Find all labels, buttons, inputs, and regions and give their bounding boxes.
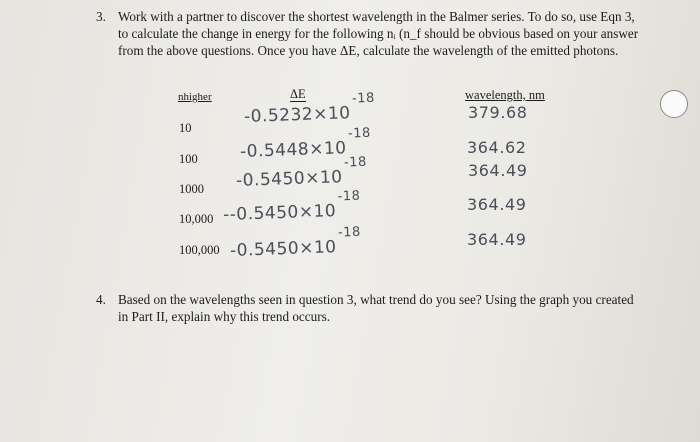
n-value-row-4: 10,000: [179, 212, 214, 226]
wavelength-row-1: 379.68: [468, 103, 528, 122]
n-header: nhigher: [178, 91, 212, 103]
wavelength-row-4: 364.49: [467, 195, 527, 214]
delta-e-row-5: $-0.5450\times 10^{-18}$: [229, 224, 362, 261]
wavelength-row-2: 364.62: [467, 138, 527, 157]
delta-e-header: ΔE: [290, 87, 306, 101]
wavelength-row-3: 364.49: [468, 161, 528, 180]
delta-e-row-1: $-0.5232\times 10^{-18}$: [243, 90, 376, 127]
question-4-number: 4.: [96, 292, 106, 307]
delta-e-row-3: $-0.5450\times 10^{-18}$: [235, 154, 368, 191]
wavelength-header: wavelength, nm: [465, 88, 545, 102]
delta-e-row-2: $-0.5448\times 10^{-18}$: [239, 125, 372, 162]
circle-icon: [660, 90, 688, 118]
n-value-row-2: 100: [179, 152, 198, 166]
question-4-text: Based on the wavelengths seen in question 3, what trend do you see? Using the graph you created in Part II, explain why this trend occurs.: [118, 292, 634, 324]
question-3-text: Work with a partner to discover the shortest wavelength in the Balmer series. To do so, use Eqn 3, to calculate the change in energy for the following nᵢ (n_f should be obvious based on your answer from the above questions. Once you have ΔE, calculate the wavelength of the emitted photons.: [118, 9, 639, 58]
delta-e-row-4: $--0.5450\times 10^{-18}$: [222, 188, 361, 226]
wavelength-row-5: 364.49: [467, 230, 527, 249]
n-value-row-3: 1000: [179, 182, 204, 196]
n-value-row-1: 10: [179, 121, 192, 135]
question-3-number: 3.: [96, 9, 106, 24]
n-value-row-5: 100,000: [179, 243, 220, 257]
